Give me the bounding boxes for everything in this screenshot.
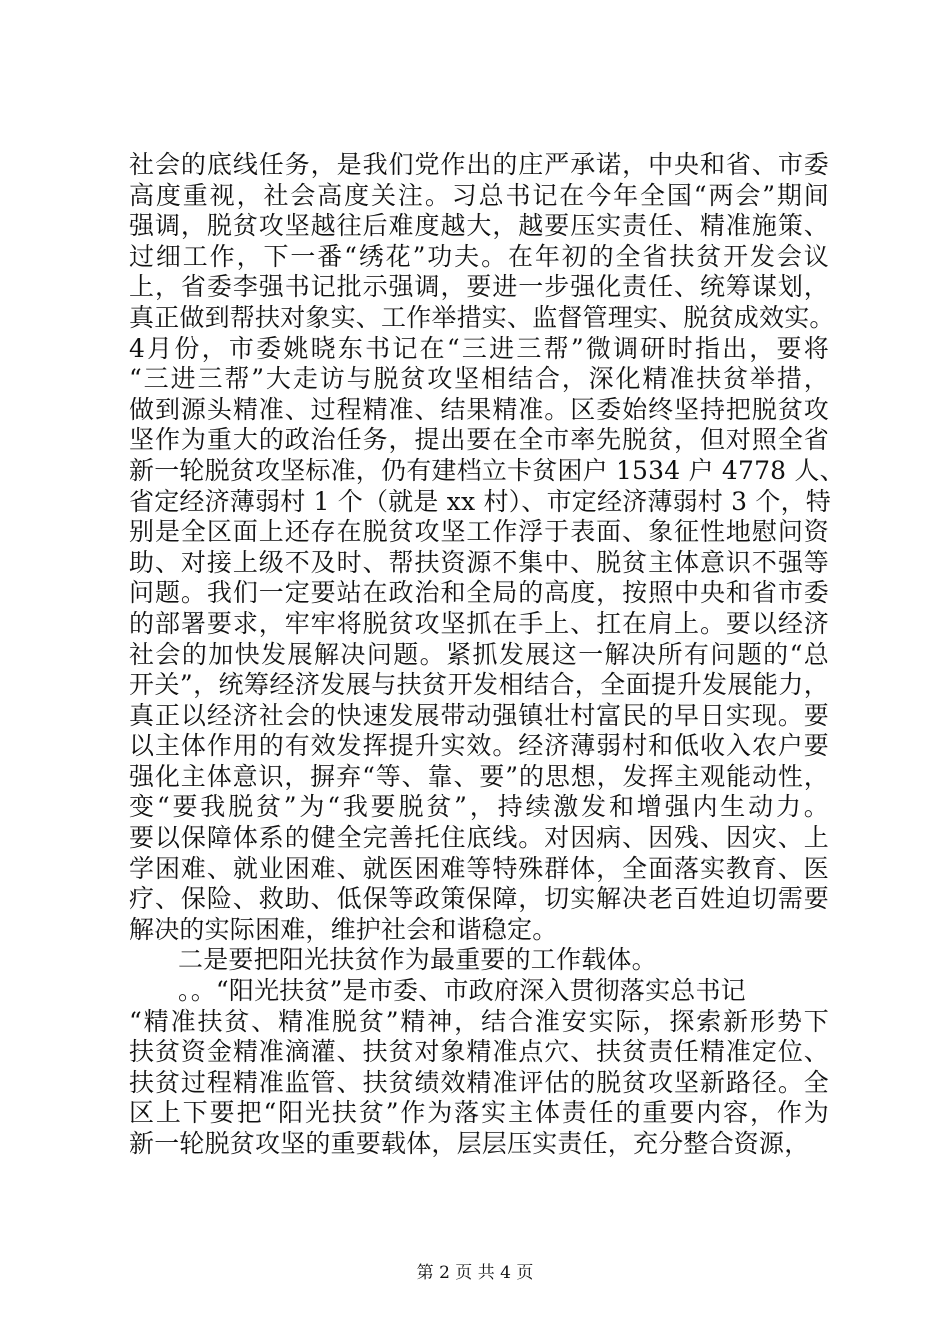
text-line: 别是全区面上还存在脱贫攻坚工作浮于表面、象征性地慰问资 <box>129 517 829 547</box>
text-line: 4月份，市委姚晓东书记在“三进三帮”微调研时指出，要将 <box>129 333 829 363</box>
text-line: 。。“阳光扶贫”是市委、市政府深入贯彻落实总书记 <box>178 976 746 1006</box>
text-line: 真正做到帮扶对象实、工作举措实、监督管理实、脱贫成效实。 <box>129 302 835 332</box>
text-line: 高度重视，社会高度关注。习总书记在今年全国“两会”期间 <box>129 180 829 210</box>
text-line: 以主体作用的有效发挥提升实效。经济薄弱村和低收入农户要 <box>129 731 829 761</box>
paragraph <box>129 1007 829 1160</box>
text-line: 疗、保险、救助、低保等政策保障，切实解决老百姓迫切需要 <box>129 884 829 914</box>
text-line: 上，省委李强书记批示强调，要进一步强化责任、统筹谋划， <box>129 272 829 302</box>
paragraph <box>129 945 829 976</box>
text-line: 过细工作，下一番“绣花”功夫。在年初的全省扶贫开发会议 <box>129 241 829 271</box>
text-line: 扶贫过程精准监管、扶贫绩效精准评估的脱贫攻坚新路径。全 <box>129 1067 829 1097</box>
text-line: 强化主体意识，摒弃“等、靠、要”的思想，发挥主观能动性， <box>129 761 829 791</box>
text-line: 问题。我们一定要站在政治和全局的高度，按照中央和省市委 <box>129 578 829 608</box>
document-body <box>129 150 845 1160</box>
text-line: 强调，脱贫攻坚越往后难度越大，越要压实责任、精准施策、 <box>129 211 829 241</box>
paragraph <box>129 150 845 945</box>
text-line: 省定经济薄弱村 1 个（就是 xx 村）、市定经济薄弱村 3 个，特 <box>129 486 831 516</box>
text-line: 二是要把阳光扶贫作为最重要的工作载体。 <box>178 945 657 975</box>
text-line: 社会的底线任务，是我们党作出的庄严承诺，中央和省、市委 <box>129 150 829 179</box>
text-line: 新一轮脱贫攻坚标准，仍有建档立卡贫困户 1534 户 4778 人、 <box>129 455 845 485</box>
text-line: 社会的加快发展解决问题。紧抓发展这一解决所有问题的“总 <box>129 639 829 669</box>
text-line: 解决的实际困难，维护社会和谐稳定。 <box>129 914 558 944</box>
page-footer: 第 2 页 共 4 页 <box>416 1263 534 1283</box>
text-line: 真正以经济社会的快速发展带动强镇壮村富民的早日实现。要 <box>129 700 829 730</box>
text-line: 助、对接上级不及时、帮扶资源不集中、脱贫主体意识不强等 <box>129 547 829 577</box>
text-line: 变“要我脱贫”为“我要脱贫”，持续激发和增强内生动力。 <box>129 792 829 822</box>
text-line: 开关”，统筹经济发展与扶贫开发相结合，全面提升发展能力， <box>129 670 829 700</box>
text-line: “精准扶贫、精准脱贫”精神，结合淮安实际，探索新形势下 <box>129 1006 829 1036</box>
text-line: 区上下要把“阳光扶贫”作为落实主体责任的重要内容，作为 <box>129 1098 829 1128</box>
text-line: 新一轮脱贫攻坚的重要载体，层层压实责任，充分整合资源， <box>129 1129 810 1158</box>
text-line: 学困难、就业困难、就医困难等特殊群体，全面落实教育、医 <box>129 853 829 883</box>
text-line: 坚作为重大的政治任务，提出要在全市率先脱贫，但对照全省 <box>129 425 829 455</box>
text-line: 的部署要求，牢牢将脱贫攻坚抓在手上、扛在肩上。要以经济 <box>129 608 829 638</box>
text-line: 扶贫资金精准滴灌、扶贫对象精准点穴、扶贫责任精准定位、 <box>129 1037 829 1067</box>
text-line: 做到源头精准、过程精准、结果精准。区委始终坚持把脱贫攻 <box>129 394 829 424</box>
text-line: “三进三帮”大走访与脱贫攻坚相结合，深化精准扶贫举措， <box>129 364 829 394</box>
paragraph <box>129 976 829 1007</box>
text-line: 要以保障体系的健全完善托住底线。对因病、因残、因灾、上 <box>129 823 829 853</box>
